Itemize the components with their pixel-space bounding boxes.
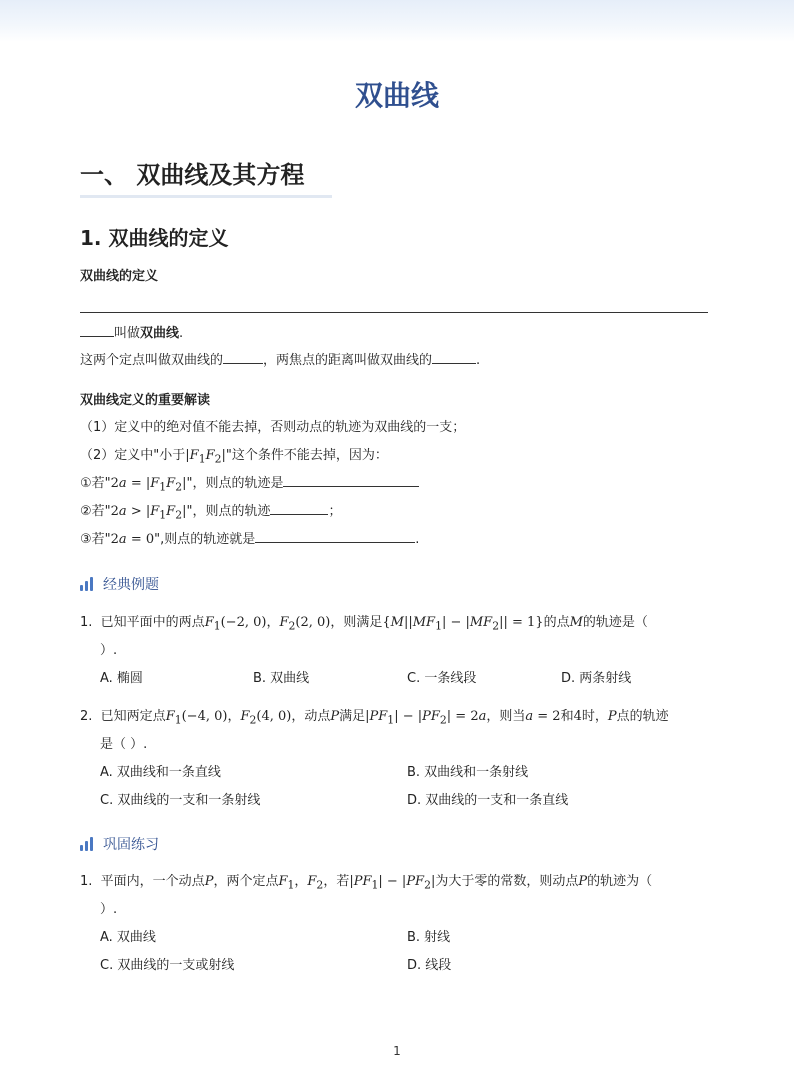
blank-case-2 <box>270 502 328 515</box>
math-pf-diff: $|PF_1| - |PF_2| = 2a$ <box>365 709 487 727</box>
math-2a-gt: $2a > |F_1F_2|$ <box>110 504 187 522</box>
example-2-continuation: 是（ ）. <box>100 737 148 752</box>
example-1-option-c[interactable]: C. 一条线段 <box>407 671 477 686</box>
math-a-eq-2: a = 2 <box>525 709 561 724</box>
term-hyperbola: 双曲线 <box>140 326 180 341</box>
math-f1: $F_1(-2$, 0) <box>204 615 267 633</box>
definition-heading: 双曲线的定义 <box>80 269 159 284</box>
interpretation-item-1: （1）定义中的绝对值不能去掉，否则动点的轨迹为双曲线的一支； <box>80 420 466 435</box>
case-3: ③若"2a = 0",则点的轨迹就是 . <box>80 532 420 547</box>
chapter-underline <box>80 195 332 198</box>
case-2: ②若"$2a > |F_1F_2|$"，则点的轨迹 ； <box>80 504 342 522</box>
top-decorative-band <box>0 0 794 42</box>
math-f2: $F_2(4$, 0) <box>240 709 292 727</box>
math-pf-diff: $|PF_1| - |PF_2|$ <box>349 874 436 892</box>
blank-case-3 <box>255 530 415 543</box>
example-1-option-a[interactable]: A. 椭圆 <box>100 671 143 686</box>
example-1-question: 1. 已知平面中的两点$F_1(-2$, 0)，$F_2(2$, 0)，则满足$\{M||MF_1| - |MF_2|| = 1\}$的点M的轨迹是（ <box>80 615 648 633</box>
chapter-heading: 一、 双曲线及其方程 <box>80 161 305 189</box>
definition-fill-line <box>80 312 708 313</box>
math-p: P <box>607 709 617 724</box>
math-p: P <box>330 709 340 724</box>
practice-1-option-a[interactable]: A. 双曲线 <box>100 930 156 945</box>
bar-chart-icon <box>80 837 93 851</box>
math-abs-f1f2: $|F_1F_2|$ <box>185 448 226 466</box>
page-number: 1 <box>393 1044 401 1058</box>
math-p: P <box>578 874 588 889</box>
example-1-option-b[interactable]: B. 双曲线 <box>253 671 310 686</box>
example-1-option-d[interactable]: D. 两条射线 <box>561 671 632 686</box>
math-4: 4 <box>573 709 582 724</box>
page-title: 双曲线 <box>354 79 439 112</box>
math-f1: $F_1(-4$, 0) <box>165 709 228 727</box>
example-2-question: 2. 已知两定点$F_1(-4$, 0)，$F_2(4$, 0)，动点P满足$|PF_1| - |PF_2| = 2a$，则当a = 2和4时，P点的轨迹 <box>80 709 669 727</box>
example-2-option-a[interactable]: A. 双曲线和一条直线 <box>100 765 221 780</box>
section-heading: 1. 双曲线的定义 <box>80 226 229 250</box>
example-1-continuation: ）. <box>100 643 118 658</box>
case-1: ①若"$2a = |F_1F_2|$"，则点的轨迹是 <box>80 472 419 494</box>
math-p: P <box>204 874 214 889</box>
practice-1-continuation: ）. <box>100 902 118 917</box>
math-f2: $F_2$ <box>307 874 324 892</box>
example-2-option-d[interactable]: D. 双曲线的一支和一条直线 <box>407 793 569 808</box>
examples-section-heading: 经典例题 <box>80 574 159 594</box>
practice-section-heading: 巩固练习 <box>80 834 159 854</box>
blank <box>80 324 114 337</box>
example-2-option-c[interactable]: C. 双曲线的一支和一条射线 <box>100 793 261 808</box>
math-set: $\{M||MF_1| - |MF_2|| = 1\}$ <box>382 615 544 633</box>
blank-focal-distance <box>432 351 476 364</box>
practice-1-option-b[interactable]: B. 射线 <box>407 930 451 945</box>
practice-1-option-c[interactable]: C. 双曲线的一支或射线 <box>100 958 235 973</box>
interpretation-item-2: （2）定义中"小于$|F_1F_2|$"这个条件不能去掉，因为： <box>80 448 388 466</box>
bar-chart-icon <box>80 577 93 591</box>
math-2a-zero: 2a = 0 <box>110 532 155 547</box>
practice-1-question: 1. 平面内，一个动点P，两个定点$F_1$，$F_2$，若$|PF_1| - |PF_2|$为大于零的常数，则动点P的轨迹为（ <box>80 874 653 892</box>
math-m: M <box>569 615 583 630</box>
math-f2: $F_2(2$, 0) <box>279 615 331 633</box>
math-f1: $F_1$ <box>278 874 295 892</box>
blank-case-1 <box>283 474 419 487</box>
math-2a-eq: $2a = |F_1F_2|$ <box>110 476 187 494</box>
definition-line-1: 叫做双曲线. <box>80 322 183 341</box>
practice-1-option-d[interactable]: D. 线段 <box>407 958 452 973</box>
definition-line-2: 这两个定点叫做双曲线的 ，两焦点的距离叫做双曲线的 . <box>80 353 481 368</box>
interpretation-heading: 双曲线定义的重要解读 <box>80 393 211 408</box>
example-2-option-b[interactable]: B. 双曲线和一条射线 <box>407 765 529 780</box>
blank-foci <box>223 351 263 364</box>
